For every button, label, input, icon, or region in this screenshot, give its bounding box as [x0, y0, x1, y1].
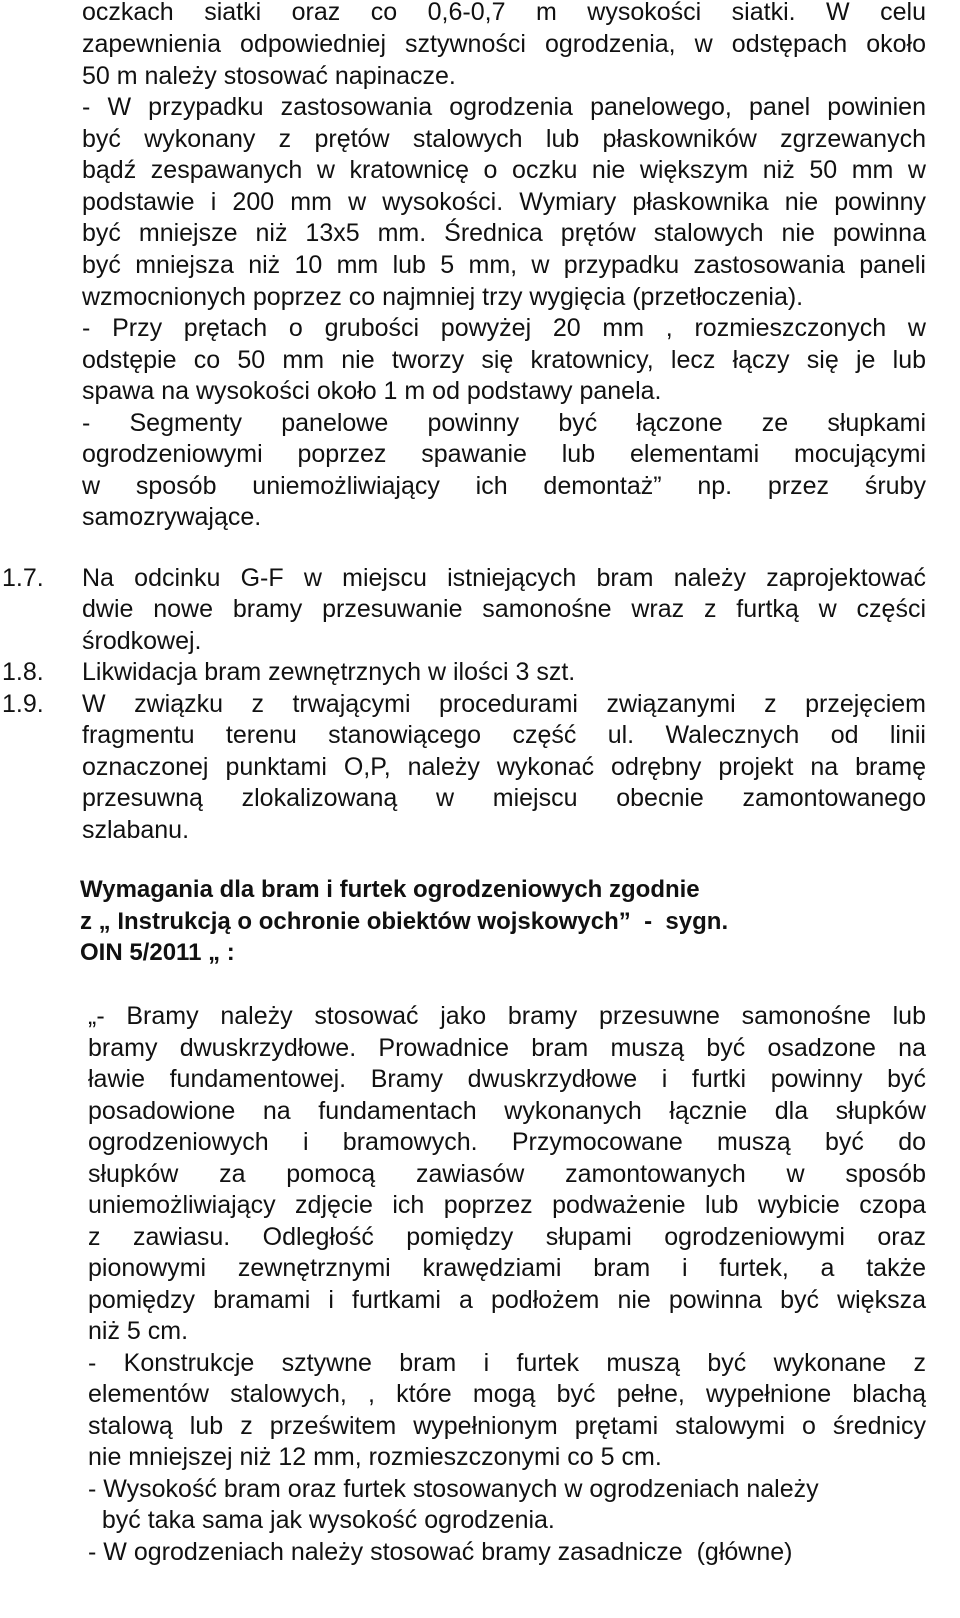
text-line: elementów stalowych, , które mogą być pełne, wypełnione blachą: [88, 1380, 926, 1408]
text-line: oczkach siatki oraz co 0,6-0,7 m wysokości siatki. W celu: [82, 0, 926, 26]
item-number: 1.7.: [2, 564, 44, 592]
text-line: zapewnienia odpowiedniej sztywności ogrodzenia, w odstępach około: [82, 30, 926, 58]
heading-line: Wymagania dla bram i furtek ogrodzeniowych zgodnie: [80, 876, 700, 903]
text-line: ogrodzeniowymi poprzez spawanie lub elementami mocującymi: [82, 440, 926, 468]
text-line: przesuwną zlokalizowaną w miejscu obecnie zamontowanego: [82, 784, 926, 812]
text-line: pionowymi zewnętrznymi krawędziami bram i furtek, a także: [88, 1254, 926, 1282]
text-line: W związku z trwającymi procedurami związanymi z przejęciem: [82, 690, 926, 718]
text-line: nie mniejszej niż 12 mm, rozmieszczonymi co 5 cm.: [88, 1443, 662, 1471]
heading-line: OIN 5/2011 „ :: [80, 939, 235, 966]
text-line: odstępie co 50 mm nie tworzy się kratownicy, lecz łączy się je lub: [82, 346, 926, 374]
text-line: - Konstrukcje sztywne bram i furtek muszą być wykonane z: [88, 1349, 926, 1377]
text-line: posadowione na fundamentach wykonanych łącznie dla słupków: [88, 1097, 926, 1125]
text-line: - W przypadku zastosowania ogrodzenia panelowego, panel powinien: [82, 93, 926, 121]
text-line: środkowej.: [82, 627, 202, 655]
text-line: wzmocnionych poprzez co najmniej trzy wygięcia (przetłoczenia).: [82, 283, 804, 311]
text-line: fragmentu terenu stanowiącego część ul. Walecznych od linii: [82, 721, 926, 749]
text-line: Likwidacja bram zewnętrznych w ilości 3 szt.: [82, 658, 576, 686]
text-line: - W ogrodzeniach należy stosować bramy zasadnicze (główne): [88, 1538, 793, 1566]
text-line: samozrywające.: [82, 503, 262, 531]
text-line: - Segmenty panelowe powinny być łączone ze słupkami: [82, 409, 926, 437]
text-line: niż 5 cm.: [88, 1317, 189, 1345]
text-line: - Wysokość bram oraz furtek stosowanych w ogrodzeniach należy: [88, 1475, 819, 1503]
text-line: oznaczonej punktami O,P, należy wykonać odrębny projekt na bramę: [82, 753, 926, 781]
text-line: szlabanu.: [82, 816, 190, 844]
text-line: uniemożliwiający zdjęcie ich poprzez podważenie lub wybicie czopa: [88, 1191, 926, 1219]
text-line: - Przy prętach o grubości powyżej 20 mm , rozmieszczonych w: [82, 314, 926, 342]
text-line: z zawiasu. Odległość pomiędzy słupami ogrodzeniowymi oraz: [88, 1223, 926, 1251]
text-line: spawa na wysokości około 1 m od podstawy panela.: [82, 377, 662, 405]
text-line: słupków za pomocą zawiasów zamontowanych w sposób: [88, 1160, 926, 1188]
item-number: 1.8.: [2, 658, 44, 686]
item-number: 1.9.: [2, 690, 44, 718]
text-line: ławie fundamentowej. Bramy dwuskrzydłowe i furtki powinny być: [88, 1065, 926, 1093]
text-line: w sposób uniemożliwiający ich demontaż” np. przez śruby: [82, 472, 926, 500]
heading-line: z „ Instrukcją o ochronie obiektów wojskowych” - sygn.: [80, 908, 729, 935]
text-line: dwie nowe bramy przesuwanie samonośne wraz z furtką w części: [82, 595, 926, 623]
text-line: pomiędzy bramami i furtkami a podłożem nie powinna być większa: [88, 1286, 926, 1314]
text-line: Na odcinku G-F w miejscu istniejących bram należy zaprojektować: [82, 564, 926, 592]
text-line: 50 m należy stosować napinacze.: [82, 62, 456, 90]
text-line: stalową lub z prześwitem wypełnionym prętami stalowymi o średnicy: [88, 1412, 926, 1440]
text-line: być wykonany z prętów stalowych lub płaskowników zgrzewanych: [82, 125, 926, 153]
text-line: być mniejsza niż 10 mm lub 5 mm, w przypadku zastosowania paneli: [82, 251, 926, 279]
text-line: ogrodzeniowych i bramowych. Przymocowane muszą być do: [88, 1128, 926, 1156]
text-line: być mniejsze niż 13x5 mm. Średnica prętów stalowych nie powinna: [82, 219, 926, 247]
text-line: bądź zespawanych w kratownicę o oczku nie większym niż 50 mm w: [82, 156, 926, 184]
text-line: podstawie i 200 mm w wysokości. Wymiary płaskownika nie powinny: [82, 188, 926, 216]
text-line: bramy dwuskrzydłowe. Prowadnice bram muszą być osadzone na: [88, 1034, 926, 1062]
text-line: „- Bramy należy stosować jako bramy przesuwne samonośne lub: [88, 1002, 926, 1030]
text-line: być taka sama jak wysokość ogrodzenia.: [88, 1506, 555, 1534]
